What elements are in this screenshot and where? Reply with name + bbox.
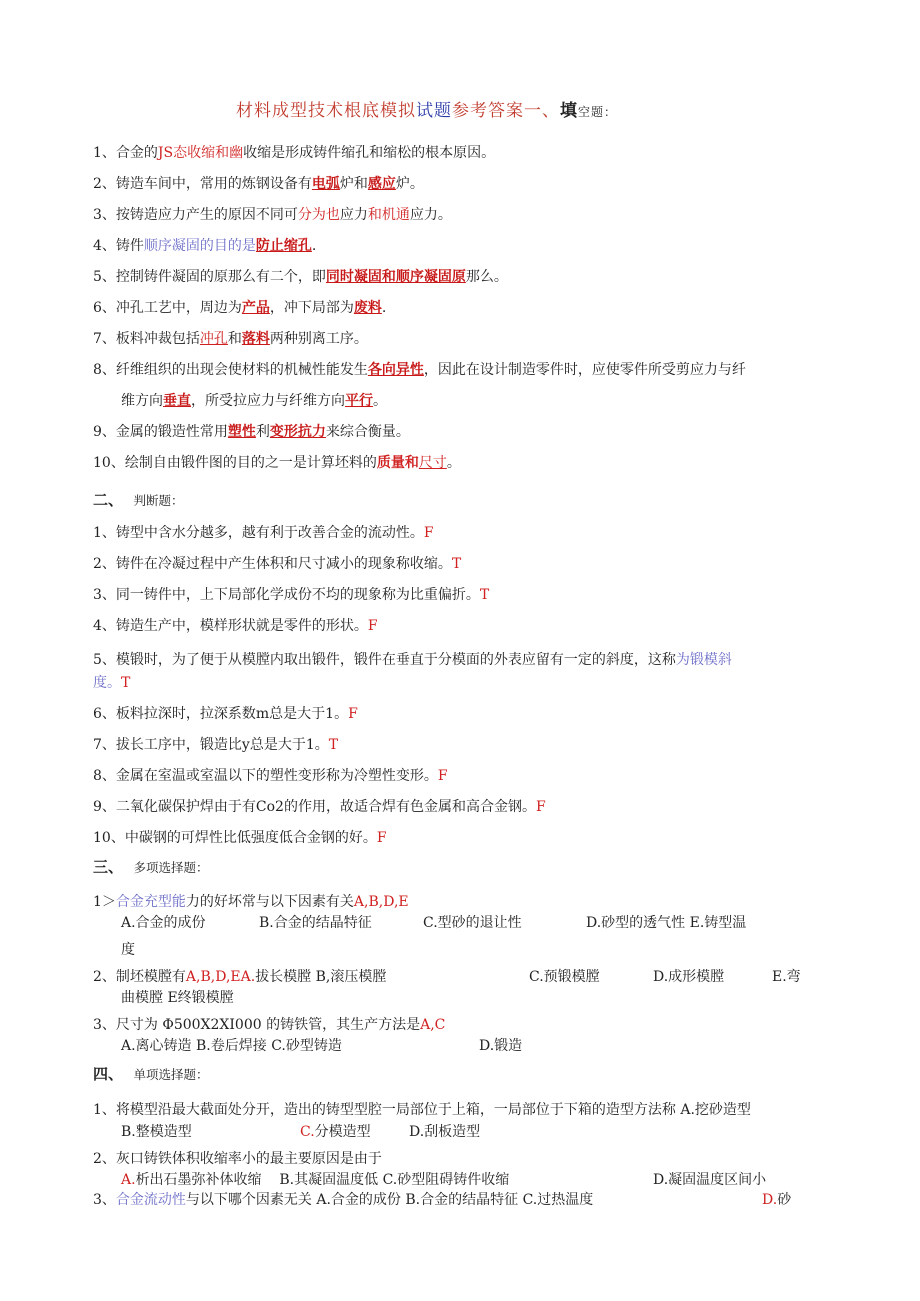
answer: 各向异性 bbox=[367, 362, 424, 378]
answer: T bbox=[328, 737, 339, 753]
text: 8、纤维组织的出现会使材料的机械性能发生 bbox=[93, 362, 368, 378]
heading-label: 判断题： bbox=[133, 493, 184, 508]
heading-label: 多项选择题： bbox=[133, 860, 209, 875]
heading-number: 四、 bbox=[93, 1065, 124, 1083]
option: 析出石墨弥补体收缩 bbox=[135, 1172, 262, 1188]
text: . bbox=[311, 238, 317, 254]
answer: F bbox=[376, 830, 387, 846]
answer: 电弧 bbox=[311, 176, 340, 192]
multi-question-2-continued bbox=[121, 988, 234, 1008]
text: 9、金属的锻造性常用 bbox=[93, 424, 228, 440]
multi-question-3-option-d bbox=[479, 1036, 522, 1056]
page-title bbox=[236, 101, 617, 122]
text-highlight: 合金流动性 bbox=[115, 1192, 186, 1208]
single-question-1-option-b bbox=[121, 1122, 192, 1142]
single-question-2-option-d bbox=[653, 1170, 766, 1190]
fill-question-4 bbox=[93, 236, 316, 256]
option: B.合金的结晶特征 bbox=[259, 915, 372, 931]
text: 3、按铸造应力产生的原因不同可 bbox=[93, 207, 298, 223]
answer: T bbox=[451, 556, 462, 572]
text: 力的好坏常与以下因素有关 bbox=[185, 894, 354, 910]
multi-question-3-options bbox=[121, 1036, 342, 1056]
single-question-2-options bbox=[121, 1170, 509, 1190]
option: D.刮板造型 bbox=[409, 1124, 481, 1140]
text: 1＞ bbox=[93, 894, 116, 910]
answer: 尺寸 bbox=[418, 455, 447, 471]
text: 7、拔长工序中，锻造比y总是大于1。 bbox=[93, 737, 329, 753]
text: 2、灰口铸铁体积收缩率小的最主要原因是由于 bbox=[93, 1151, 382, 1167]
option: D.砂型的透气性 E.铸型温 bbox=[586, 915, 747, 931]
answer: F bbox=[535, 799, 546, 815]
answer: 同时凝固和顺序凝固原 bbox=[325, 269, 466, 285]
option: A.离心铸造 B.卷后焊接 C.砂型铸造 bbox=[121, 1038, 342, 1054]
multi-question-1-option-c bbox=[423, 913, 522, 933]
answer: 垂直 bbox=[163, 393, 191, 409]
judge-question-9 bbox=[93, 797, 546, 817]
answer: 变形抗力 bbox=[269, 424, 326, 440]
option: C.预锻模膛 bbox=[529, 969, 600, 985]
text: 6、冲孔工艺中，周边为 bbox=[93, 300, 242, 316]
judge-question-2 bbox=[93, 554, 461, 574]
text: 3、同一铸件中，上下局部化学成份不均的现象称为比重偏折。 bbox=[93, 587, 480, 603]
text: 与以下哪个因素无关 A.合金的成份 B.合金的结晶特征 C.过热温度 bbox=[185, 1192, 594, 1208]
text: 9、二氧化碳保护焊由于有Co2的作用，故适合焊有色金属和高合金钢。 bbox=[93, 799, 536, 815]
text: 1、合金的 bbox=[93, 145, 158, 161]
option: B.整模造型 bbox=[121, 1124, 192, 1140]
text: 3、尺寸为 Φ500X2XI000 的铸铁管，其生产方法是 bbox=[93, 1017, 421, 1033]
option: 分模造型 bbox=[314, 1124, 371, 1140]
text: 来综合衡量。 bbox=[325, 424, 410, 440]
multi-question-1-option-b bbox=[259, 913, 372, 933]
text: 1、铸型中含水分越多，越有利于改善合金的流动性。 bbox=[93, 525, 424, 541]
text: 1、将模型沿最大截面处分开，造出的铸型型腔一局部位于上箱，一局部位于下箱的造型方法称 A.挖砂造型 bbox=[93, 1102, 751, 1118]
fill-question-9 bbox=[93, 422, 410, 442]
text: ，因此在设计制造零件时，应使零件所受剪应力与纤 bbox=[423, 362, 746, 378]
answer: 废料 bbox=[353, 300, 382, 316]
text: 炉。 bbox=[395, 176, 424, 192]
text: 2、铸造车间中，常用的炼钢设备有 bbox=[93, 176, 312, 192]
single-question-1 bbox=[93, 1100, 751, 1120]
answer: A. bbox=[121, 1172, 136, 1188]
judge-question-4 bbox=[93, 616, 378, 636]
option: D.凝固温度区间小 bbox=[653, 1172, 767, 1188]
answer: 产品 bbox=[241, 300, 270, 316]
section-heading-single bbox=[93, 1064, 208, 1085]
answer: T bbox=[121, 675, 131, 691]
title-part-d: 填 bbox=[560, 101, 578, 121]
option: 曲模膛 E终锻模膛 bbox=[121, 990, 234, 1006]
multi-question-1-option-a bbox=[121, 913, 206, 933]
single-question-3-option-d bbox=[762, 1190, 791, 1210]
text: 收缩是形成铸件缩孔和缩松的根本原因。 bbox=[243, 145, 496, 161]
text: 8、金属在室温或室温以下的塑性变形称为冷塑性变形。 bbox=[93, 768, 438, 784]
text: 炉和 bbox=[339, 176, 368, 192]
text: . bbox=[381, 300, 387, 316]
text: 利 bbox=[255, 424, 270, 440]
section-heading-multi bbox=[93, 857, 208, 878]
answer: F bbox=[437, 768, 448, 784]
text: ，冲下局部为 bbox=[269, 300, 354, 316]
text: 4、铸件 bbox=[93, 238, 144, 254]
title-part-a: 材料成型技术根底模拟 bbox=[236, 101, 416, 121]
fill-question-6 bbox=[93, 298, 386, 318]
text-highlight: 合金充型能 bbox=[115, 894, 186, 910]
answer: F bbox=[348, 706, 358, 722]
text: 2、铸件在冷凝过程中产生体积和尺寸减小的现象称收缩。 bbox=[93, 556, 452, 572]
judge-question-3 bbox=[93, 585, 489, 605]
title-part-c: 参考答案一、 bbox=[452, 101, 560, 121]
text: 3、 bbox=[93, 1192, 116, 1208]
multi-question-2-option-e bbox=[772, 967, 801, 987]
option: 拔长模膛 B,滚压模膛 bbox=[255, 969, 387, 985]
judge-question-10 bbox=[93, 828, 387, 848]
title-part-e: 空题： bbox=[578, 105, 618, 119]
option: D.成形模膛 bbox=[653, 969, 725, 985]
single-question-1-option-c bbox=[300, 1122, 371, 1142]
text: 10、中碳钢的可焊性比低强度低合金钢的好。 bbox=[93, 830, 377, 846]
multi-question-2-option-d bbox=[653, 967, 724, 987]
text: 和 bbox=[227, 331, 242, 347]
text-highlight: 顺序凝固的目的是 bbox=[143, 238, 256, 254]
judge-question-6 bbox=[93, 704, 358, 724]
single-question-2 bbox=[93, 1149, 382, 1169]
multi-question-3 bbox=[93, 1015, 445, 1035]
answer: 冲孔 bbox=[199, 331, 228, 347]
text: 7、板料冲裁包括 bbox=[93, 331, 200, 347]
text: 6、板料拉深时，拉深系数m总是大于1。 bbox=[93, 706, 349, 722]
text: 5、模锻时，为了便于从模膛内取出锻件，锻件在垂直于分模面的外表应留有一定的斜度，这称 bbox=[93, 652, 676, 668]
text: 那么。 bbox=[465, 269, 508, 285]
multi-question-1-option-continued bbox=[121, 940, 135, 960]
option: 度 bbox=[121, 942, 135, 958]
answer: 分为也 bbox=[297, 207, 340, 223]
text-highlight: 为锻模斜 bbox=[675, 652, 732, 668]
answer: 感应 bbox=[367, 176, 396, 192]
answer: 落料 bbox=[241, 331, 270, 347]
answer: 平行 bbox=[345, 393, 373, 409]
fill-question-3 bbox=[93, 205, 452, 225]
option: E.弯 bbox=[772, 969, 801, 985]
option: C.型砂的退让性 bbox=[423, 915, 522, 931]
option: D.锻造 bbox=[479, 1038, 523, 1054]
option: B.其凝固温度低 C.砂型阻碍铸件收缩 bbox=[279, 1172, 510, 1188]
judge-question-7 bbox=[93, 735, 338, 755]
single-question-1-option-d bbox=[409, 1122, 480, 1142]
answer: F bbox=[367, 618, 378, 634]
text: 应力。 bbox=[409, 207, 452, 223]
single-question-3 bbox=[93, 1190, 593, 1210]
fill-question-1 bbox=[93, 143, 495, 163]
judge-question-8 bbox=[93, 766, 448, 786]
answer: D. bbox=[762, 1192, 778, 1208]
text: 。 bbox=[446, 455, 461, 471]
fill-question-10 bbox=[93, 453, 461, 473]
judge-question-5-continued bbox=[93, 673, 130, 693]
text: 5、控制铸件凝固的原那么有二个，即 bbox=[93, 269, 326, 285]
judge-question-1 bbox=[93, 523, 434, 543]
text: 10、绘制自由锻件图的目的之一是计算坯料的 bbox=[93, 455, 377, 471]
text: 维方向 bbox=[121, 393, 163, 409]
text: 4、铸造生产中，模样形状就是零件的形状。 bbox=[93, 618, 368, 634]
section-heading-judge bbox=[93, 490, 183, 511]
fill-question-2 bbox=[93, 174, 424, 194]
text-highlight: 度。 bbox=[93, 675, 121, 691]
text: 两种别离工序。 bbox=[269, 331, 368, 347]
text: ，所受拉应力与纤维方向 bbox=[191, 393, 345, 409]
text: 2、制坯模膛有 bbox=[93, 969, 186, 985]
option: 砂 bbox=[777, 1192, 792, 1208]
answer: A,B,D,E bbox=[353, 894, 409, 910]
answer: JS态收缩和幽 bbox=[157, 145, 244, 161]
fill-question-8 bbox=[93, 360, 746, 380]
option: A.合金的成份 bbox=[121, 915, 206, 931]
multi-question-1-option-d bbox=[586, 913, 746, 933]
fill-question-7 bbox=[93, 329, 368, 349]
multi-question-1 bbox=[93, 892, 409, 912]
answer: 和机通 bbox=[367, 207, 410, 223]
heading-number: 二、 bbox=[93, 491, 124, 509]
heading-number: 三、 bbox=[93, 858, 124, 876]
answer: T bbox=[479, 587, 490, 603]
text: 。 bbox=[373, 393, 387, 409]
answer: 塑性 bbox=[227, 424, 256, 440]
title-part-b: 试题 bbox=[416, 101, 452, 121]
multi-question-2 bbox=[93, 967, 386, 987]
answer: A,C bbox=[420, 1017, 446, 1033]
text: 应力 bbox=[339, 207, 368, 223]
heading-label: 单项选择题： bbox=[133, 1067, 209, 1082]
fill-question-5 bbox=[93, 267, 508, 287]
answer: 质量和 bbox=[376, 455, 419, 471]
judge-question-5 bbox=[93, 650, 732, 670]
answer: C. bbox=[300, 1124, 315, 1140]
answer: 防止缩孔 bbox=[255, 238, 312, 254]
answer: A,B,D,EA. bbox=[185, 969, 256, 985]
answer: F bbox=[423, 525, 434, 541]
fill-question-8-continued bbox=[121, 391, 387, 411]
multi-question-2-option-c bbox=[529, 967, 600, 987]
